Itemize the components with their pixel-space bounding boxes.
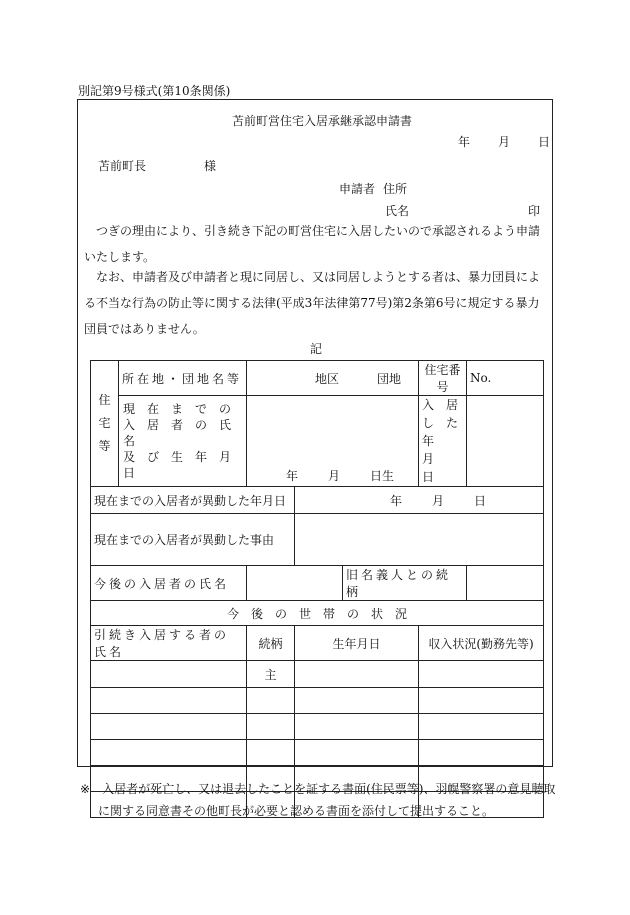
paragraph-reason: つぎの理由により、引き続き下記の町営住宅に入居したいので承認されるよう申請いたします。: [84, 224, 541, 264]
addressee-name: 苫前町長: [98, 159, 147, 173]
change-date-field[interactable]: 年 月 日: [295, 487, 544, 514]
date-month: 月: [498, 135, 511, 149]
date-day: 日: [538, 135, 551, 149]
col-name-header: 引続き入居する者の氏名: [91, 626, 247, 661]
applicant-address: [339, 180, 407, 197]
household-name-cell[interactable]: [91, 688, 247, 714]
household-income-cell[interactable]: [419, 740, 544, 766]
house-no-label: 住宅番号: [419, 361, 467, 396]
prev-resident-label: 現 在 ま で の 入 居 者 の 氏 名 及 び 生 年 月 日: [119, 396, 247, 487]
table-row: [91, 661, 544, 688]
applicant-name-label: 氏名: [385, 204, 410, 218]
date-line: [458, 133, 550, 150]
ki-heading: 記: [310, 342, 323, 356]
household-relation-cell[interactable]: [247, 714, 295, 740]
table-row: [91, 714, 544, 740]
footnote: ※ 入居者が死亡し、又は退去したことを証する書面(住民票等)、羽幌警察署の意見聴取 に関する同意書その他町長が必要と認める書面を添付して提出すること。: [80, 782, 556, 818]
house-no-field[interactable]: No.: [467, 361, 544, 396]
household-income-cell[interactable]: [419, 688, 544, 714]
household-name-cell[interactable]: [91, 740, 247, 766]
note-mark: ※: [80, 782, 91, 796]
change-reason-label: 現在までの入居者が異動した事由: [91, 514, 295, 566]
household-birth-cell[interactable]: [295, 714, 419, 740]
housing-label: 住 宅 等: [91, 361, 119, 487]
addressee-honorific: 様: [204, 159, 217, 173]
household-birth-cell[interactable]: [295, 688, 419, 714]
location-field[interactable]: [247, 361, 419, 396]
seal-mark: 印: [528, 204, 541, 218]
prev-resident-field[interactable]: 年 月 日生: [247, 396, 419, 487]
future-name-label: 今後の入居者の氏名: [91, 566, 247, 601]
move-in-field[interactable]: [467, 396, 544, 487]
address-label: 住所: [383, 182, 408, 196]
household-name-cell[interactable]: [91, 714, 247, 740]
change-reason-field[interactable]: [295, 514, 544, 566]
addressee: [98, 157, 216, 174]
paragraph-declaration: なお、申請者及び申請者と現に同居し、又は同居しようとする者は、暴力団員による不当な行為の防止等に関する法律(平成3年法律第77号)第2条第6号に規定する暴力団員ではありません。: [84, 270, 541, 336]
change-date-label: 現在までの入居者が異動した年月日: [91, 487, 295, 514]
table-row: [91, 740, 544, 766]
relation-field[interactable]: [467, 566, 544, 601]
household-birth-cell[interactable]: [295, 740, 419, 766]
household-relation-cell[interactable]: 主: [247, 661, 295, 688]
table-row: [91, 688, 544, 714]
household-name-cell[interactable]: [91, 661, 247, 688]
form-id: 別記第9号様式(第10条関係): [78, 84, 231, 98]
future-name-field[interactable]: [247, 566, 343, 601]
district-label: 地区: [315, 371, 340, 386]
household-birth-cell[interactable]: [295, 661, 419, 688]
household-income-cell[interactable]: [419, 661, 544, 688]
household-header: 今 後 の 世 帯 の 状 況: [91, 601, 544, 626]
col-income-header: 収入状況(勤務先等): [419, 626, 544, 661]
col-birth-header: 生年月日: [295, 626, 419, 661]
date-year: 年: [458, 135, 471, 149]
complex-label: 団地: [377, 371, 402, 386]
applicant-label: 申請者: [339, 182, 376, 196]
relation-label: 旧名義人との続柄: [343, 566, 467, 601]
location-label: 所在地・団地名等: [119, 361, 247, 396]
col-relation-header: 続柄: [247, 626, 295, 661]
application-table: [90, 360, 544, 818]
household-income-cell[interactable]: [419, 714, 544, 740]
move-in-label: 入 居 し た 年 月 日: [419, 396, 467, 487]
household-relation-cell[interactable]: [247, 688, 295, 714]
form-title: 苫前町営住宅入居承継承認申請書: [232, 114, 413, 128]
household-relation-cell[interactable]: [247, 740, 295, 766]
